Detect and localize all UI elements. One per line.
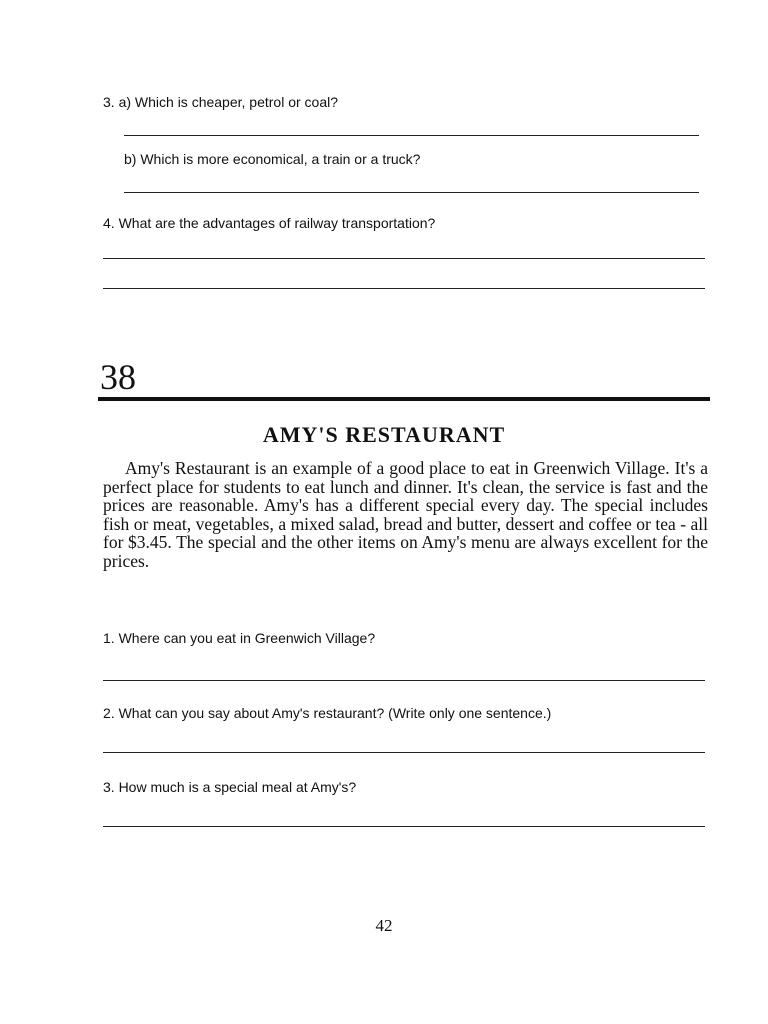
story-title: AMY'S RESTAURANT	[262, 422, 506, 447]
answer-line-3b	[124, 192, 699, 193]
question-2: 2. What can you say about Amy's restaurant? (Write only one sentence.)	[103, 705, 552, 721]
story-paragraph: Amy's Restaurant is an example of a good place to eat in Greenwich Village. It's a perfect place for students to eat lunch and dinner. It's clean, the service is fast and the prices are reasonable. Amy's has a different special every day. The special includes fish or meat, vegetables, a mixed salad, bread and butter, dessert and coffee or tea - all for $3.45. The special and the other items on Amy's menu are always excellent for the prices.	[103, 458, 708, 571]
question-3a: 3. a) Which is cheaper, petrol or coal?	[103, 94, 339, 110]
story-body	[103, 459, 708, 570]
answer-line-4a	[103, 258, 705, 259]
section-number: 38	[100, 357, 136, 397]
question-4: 4. What are the advantages of railway transportation?	[103, 215, 436, 231]
section-divider	[98, 397, 710, 401]
answer-line-3a	[124, 135, 699, 136]
question-3b: b) Which is more economical, a train or a truck?	[124, 151, 421, 167]
question-3: 3. How much is a special meal at Amy's?	[103, 779, 357, 795]
page-number: 42	[375, 916, 393, 935]
question-1: 1. Where can you eat in Greenwich Village?	[103, 630, 376, 646]
answer-line-2	[103, 752, 705, 753]
answer-line-3	[103, 826, 705, 827]
answer-line-1	[103, 680, 705, 681]
answer-line-4b	[103, 288, 705, 289]
